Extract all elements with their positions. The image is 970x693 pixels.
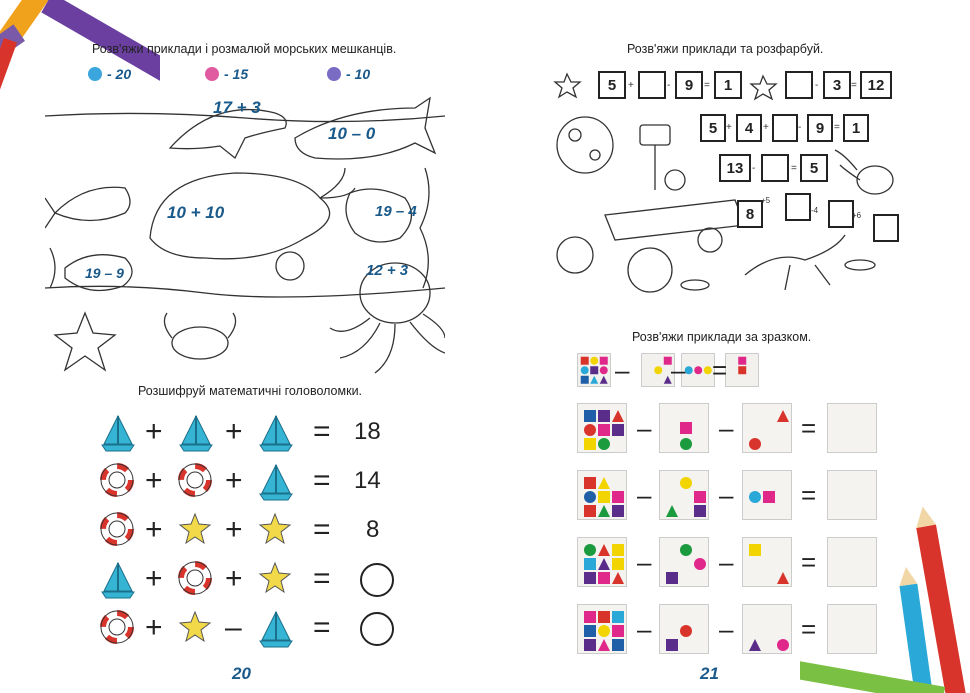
chain-answer-box[interactable] xyxy=(772,114,798,142)
puzzle-row xyxy=(100,410,400,454)
shape-box xyxy=(577,403,627,453)
page-number: 21 xyxy=(700,664,719,683)
legend-item-purple xyxy=(327,66,370,82)
operator: + xyxy=(225,513,243,546)
chain-op: = xyxy=(704,80,710,91)
legend-label: - 10 xyxy=(346,66,371,82)
boat-icon xyxy=(258,463,294,506)
right-page xyxy=(485,0,970,693)
shape-box xyxy=(577,604,627,654)
chain-answer-box[interactable] xyxy=(785,71,813,99)
shape-box xyxy=(742,470,792,520)
operator: + xyxy=(225,562,243,595)
task2-title: Розшифруй математичні головоломки. xyxy=(138,384,363,398)
chain-box: 1 xyxy=(843,114,869,142)
expr-clownfish: 19 – 9 xyxy=(85,265,124,281)
shape-box xyxy=(659,403,709,453)
star-icon xyxy=(178,512,212,551)
puzzle-row xyxy=(100,606,400,650)
chain-op: - xyxy=(752,163,756,174)
legend-dot-pink xyxy=(205,67,219,81)
shape-box xyxy=(742,403,792,453)
chain-op: - xyxy=(815,80,819,91)
legend-dot-blue xyxy=(88,67,102,81)
task2-title: Розв'яжи приклади за зразком. xyxy=(632,330,812,344)
expr-whale: 10 + 10 xyxy=(167,203,225,222)
operator: + xyxy=(225,464,243,497)
expr-stingray: 19 – 4 xyxy=(375,203,417,220)
boat-icon xyxy=(100,414,136,457)
minus-sign: – xyxy=(637,413,652,443)
equals-sign: = xyxy=(313,415,331,448)
expr-dolphin: 17 + 3 xyxy=(213,98,261,117)
minus-sign: – xyxy=(719,547,734,577)
shape-box xyxy=(742,537,792,587)
equals-sign: = xyxy=(313,611,331,644)
chain-op: = xyxy=(834,122,840,133)
chain-op: = xyxy=(851,80,857,91)
chain-op: + xyxy=(726,122,732,133)
lifebuoy-icon xyxy=(100,463,134,502)
boat-icon xyxy=(258,610,294,653)
chain-op: - xyxy=(667,80,671,91)
operator: + xyxy=(145,513,163,546)
shape-box xyxy=(577,537,627,587)
chain-step: -4 xyxy=(811,206,819,215)
answer-circle[interactable] xyxy=(360,612,394,646)
legend-item-blue xyxy=(88,66,131,82)
operator: + xyxy=(145,611,163,644)
minus-sign: – xyxy=(637,547,652,577)
example-box xyxy=(725,353,759,387)
chain-box: 5 xyxy=(700,114,726,142)
chain-box: 8 xyxy=(737,200,763,228)
puzzle-result: 14 xyxy=(354,467,381,494)
shape-box xyxy=(577,470,627,520)
chain-answer-box[interactable] xyxy=(761,154,789,182)
chain-op: + xyxy=(628,80,634,91)
chain-box: 4 xyxy=(736,114,762,142)
expr-octopus: 12 + 3 xyxy=(366,262,409,279)
puzzle-result: 18 xyxy=(354,418,381,445)
chain-box: 9 xyxy=(675,71,703,99)
chain-box: 1 xyxy=(714,71,742,99)
minus-sign: – xyxy=(637,614,652,644)
legend-label: - 20 xyxy=(107,66,132,82)
minus-sign: – xyxy=(719,480,734,510)
star-icon xyxy=(258,561,292,600)
chain-step: +6 xyxy=(852,211,862,220)
puzzle-result: 8 xyxy=(366,516,380,543)
example-box xyxy=(681,353,715,387)
chain-box: 12 xyxy=(860,71,892,99)
legend-dot-purple xyxy=(327,67,341,81)
shape-box xyxy=(659,470,709,520)
chain-op: - xyxy=(798,122,802,133)
chain-answer-box[interactable] xyxy=(828,200,854,228)
example-box xyxy=(641,353,675,387)
puzzle-row xyxy=(100,557,400,601)
equals-sign: = xyxy=(313,562,331,595)
lifebuoy-icon xyxy=(100,512,134,551)
boat-icon xyxy=(178,414,214,457)
puzzle-row xyxy=(100,459,400,503)
chain-box: 3 xyxy=(823,71,851,99)
chain-op: = xyxy=(791,163,797,174)
chain-box: 9 xyxy=(807,114,833,142)
equals-sign: = xyxy=(801,547,817,577)
star-icon xyxy=(178,610,212,649)
task1-title: Розв'яжи приклади і розмалюй морських мешканців. xyxy=(92,42,397,56)
boat-icon xyxy=(258,414,294,457)
expr-shark: 10 – 0 xyxy=(328,124,376,143)
shape-box xyxy=(659,537,709,587)
chain-box: 13 xyxy=(719,154,751,182)
minus-sign: – xyxy=(637,480,652,510)
operator: + xyxy=(225,415,243,448)
chain-answer-box[interactable] xyxy=(638,71,666,99)
sea-creatures-illustration xyxy=(45,88,445,380)
pencils-decoration xyxy=(800,505,970,693)
boat-icon xyxy=(100,561,136,604)
star-icon xyxy=(258,512,292,551)
operator: + xyxy=(145,464,163,497)
example-box xyxy=(577,353,611,387)
shape-box xyxy=(742,604,792,654)
chain-box: 5 xyxy=(800,154,828,182)
minus-sign: – xyxy=(615,355,630,385)
lifebuoy-icon xyxy=(100,610,134,649)
answer-circle[interactable] xyxy=(360,563,394,597)
legend-item-pink xyxy=(205,66,248,82)
legend-label: - 15 xyxy=(224,66,249,82)
chain-step: +5 xyxy=(761,196,771,205)
equals-sign: = xyxy=(801,480,817,510)
chain-box: 5 xyxy=(598,71,626,99)
operator: – xyxy=(225,611,242,644)
equals-sign: = xyxy=(313,464,331,497)
answer-box[interactable] xyxy=(827,403,877,453)
minus-sign: – xyxy=(719,413,734,443)
task1-title: Розв'яжи приклади та розфарбуй. xyxy=(627,42,824,56)
chain-answer-box[interactable] xyxy=(873,214,899,242)
minus-sign: – xyxy=(719,614,734,644)
operator: + xyxy=(145,415,163,448)
page-number: 20 xyxy=(232,664,251,683)
equals-sign: = xyxy=(801,413,817,443)
chain-answer-box[interactable] xyxy=(785,193,811,221)
operator: + xyxy=(145,562,163,595)
lifebuoy-icon xyxy=(178,561,212,600)
chain-op: + xyxy=(763,122,769,133)
equals-sign: = xyxy=(801,614,817,644)
lifebuoy-icon xyxy=(178,463,212,502)
minus-sign: – xyxy=(671,355,686,385)
shape-box xyxy=(659,604,709,654)
equals-sign: = xyxy=(313,513,331,546)
equals-sign: = xyxy=(712,355,728,385)
puzzle-row xyxy=(100,508,400,552)
